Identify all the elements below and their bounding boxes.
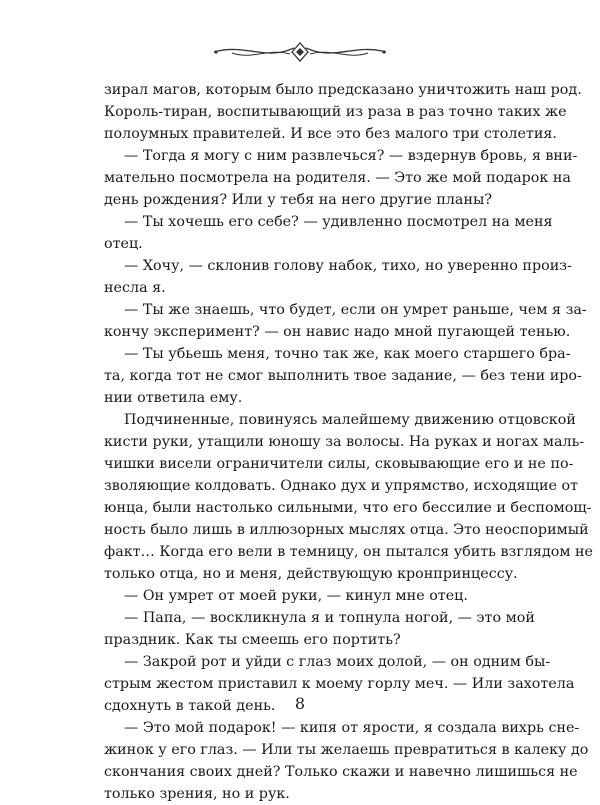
text-line: чишки висели ограничители силы, сковывающие его и не по- [104,456,574,472]
text-line: Подчиненные, повинуясь малейшему движению отцовской [124,412,576,428]
text-line: ность было лишь в иллюзорных мыслях отца. Это неоспоримый [104,522,589,538]
page-number: 8 [294,694,306,713]
text-line: сдохнуть в такой день. [104,698,276,714]
text-line: мательно посмотрела на родителя. — Это же мой подарок на [104,170,571,186]
text-line: — Папа, — воскликнула я и топнула ногой, — это мой [124,610,535,626]
text-line: факт… Когда его вели в темницу, он пытался убить взглядом не [104,544,594,560]
text-line: — Тогда я могу с ним развлечься? — вздернув бровь, я вни- [124,148,578,164]
text-line: — Ты же знаешь, что будет, если он умрет раньше, чем я за- [124,302,587,318]
text-line: — Ты хочешь его себе? — удивленно посмотрел на меня [124,214,553,230]
text-line: Король-тиран, воспитывающий из раза в раз точно таких же [104,104,567,120]
text-line: стрым жестом приставил к моему горлу меч. — Или захотела [104,676,575,692]
text-line: праздник. Как ты смеешь его портить? [104,632,401,648]
text-line: — Ты убьешь меня, точно так же, как моего старшего бра- [124,346,571,362]
text-line: — Хочу, — склонив голову набок, тихо, но уверенно произ- [124,258,572,274]
text-line: зирал магов, которым было предсказано уничтожить наш род. [104,82,582,98]
text-line: — Он умрет от моей руки, — кинул мне отец. [124,588,468,604]
text-line: — Это мой подарок! — кипя от ярости, я создала вихрь сне- [124,720,580,736]
text-line: нии ответила ему. [104,390,243,406]
text-line: только отца, но и меня, действующую кронпринцессу. [104,566,518,582]
text-line: юнца, были настолько сильными, что его бессилие и беспомощ- [104,500,592,516]
flourish-divider-icon [212,40,388,64]
text-line: полоумных правителей. И все это без малого три столетия. [104,126,557,142]
text-line: только зрения, но и рук. [104,786,290,802]
text-line: зволяющие колдовать. Однако дух и упрямство, исходящие от [104,478,579,494]
text-line: отец. [104,236,143,252]
text-line: день рождения? Или у тебя на него другие планы? [104,192,493,208]
text-line: жинок у его глаз. — Или ты желаешь превратиться в калеку до [104,742,589,758]
text-line: несла я. [104,280,166,296]
text-line: скончания своих дней? Только скажи и навечно лишишься не [104,764,578,780]
text-line: — Закрой рот и уйди с глаз моих долой, — он одним бы- [124,654,551,670]
text-line: кончу эксперимент? — он навис надо мной пугающей тенью. [104,324,571,340]
text-line: та, когда тот не смог выполнить твое задание, — без тени иро- [104,368,582,384]
text-line: кисти руки, утащили юношу за волосы. На руках и ногах маль- [104,434,585,450]
